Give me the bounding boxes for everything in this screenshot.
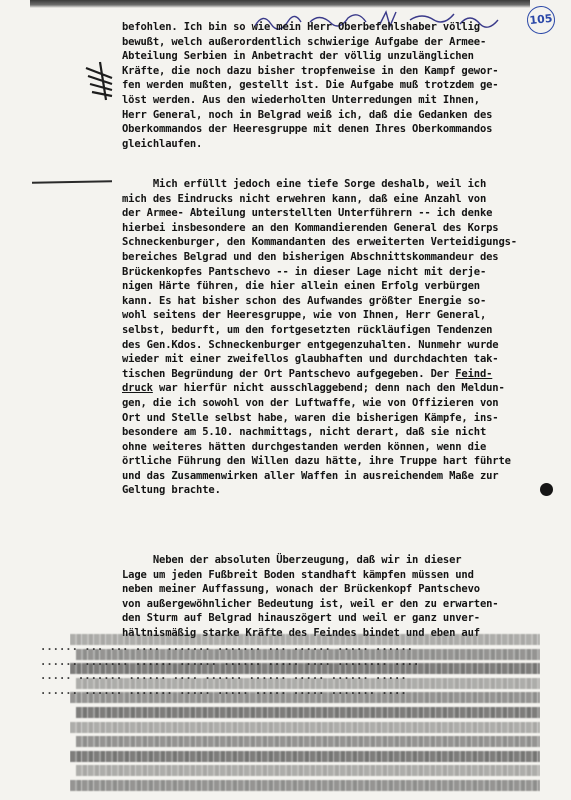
text-line: Brückenkopfes Pantschevo -- in dieser Lage nicht mit derje-: [122, 265, 487, 278]
text-line: wohl seitens der Heeresgruppe, wie von Ihnen, Herr General,: [122, 309, 487, 322]
margin-pencil-mark: [82, 58, 118, 102]
illegible-line: ...... ....... ...... ...... ...... ..... .... ........ ....: [40, 655, 420, 668]
text-line: den Sturm auf Belgrad hinauszögert und weil er ganz unver-: [122, 612, 480, 625]
text-line: der Armee- Abteilung unterstellten Unterführern -- ich denke: [122, 207, 493, 220]
text-line: neben meiner Auffassung, wonach der Brückenkopf Pantschevo: [122, 583, 480, 596]
text-line: befohlen. Ich bin so wie mein Herr Oberbefehlshaber völlig: [122, 21, 480, 33]
text-line: gen, die ich sowohl von der Luftwaffe, wie von Offizieren von: [122, 396, 499, 409]
text-line: hierbei insbesondere an den Kommandierenden General des Korps: [122, 221, 499, 234]
text-line: wieder mit einer zweifellos glaubhaften und durchdachten tak-: [122, 353, 499, 366]
smudge-band: [70, 722, 540, 733]
illegible-line: ..... ....... ...... .... ...... ...... ..... ...... .....: [40, 670, 407, 683]
text-line: nigen Härte führen, die hier allein einen Erfolg verbürgen: [122, 280, 480, 293]
margin-dash: [32, 180, 112, 183]
text-line: selbst, bedurft, um den fortgesetzten rückläufigen Tendenzen: [122, 323, 493, 336]
text-line: tischen Begründung der Ort Pantschevo aufgegeben. Der Feind-: [122, 367, 493, 380]
text-line: Schneckenburger, den Kommandanten des erweiterten Verteidigungs-: [122, 236, 517, 249]
text-line: Geltung brachte.: [122, 484, 221, 497]
text-line: löst werden. Aus den wiederholten Unterredungen mit Ihnen,: [122, 93, 480, 106]
paragraph-2: [122, 177, 552, 498]
text-line: und das Zusammenwirken aller Waffen in ausreichendem Maße zur: [122, 469, 499, 482]
illegible-line: ...... ... ... .... ....... ....... ... ...... ..... ......: [40, 641, 413, 653]
text-line: des Gen.Kdos. Schneckenburger entgegenzuhalten. Nunmehr wurde: [122, 338, 499, 351]
text-line: Ort und Stelle selbst habe, waren die bisherigen Kämpfe, ins-: [122, 411, 499, 424]
text-line: mich des Eindrucks nicht erwehren kann, daß eine Anzahl von: [122, 192, 487, 205]
text-line: bereiches Belgrad und den bisherigen Abschnittskommandeur des: [122, 250, 499, 263]
text-line: Neben der absoluten Überzeugung, daß wir in dieser: [122, 554, 462, 566]
text-line: gleichlaufen.: [122, 137, 203, 150]
paragraph-1: [122, 20, 552, 151]
text-line: von außergewöhnlicher Bedeutung ist, weil er den zu erwarten-: [122, 597, 499, 610]
text-line: Herr General, noch in Belgrad weiß ich, daß die Gedanken des: [122, 108, 493, 121]
smudge-band: [70, 780, 540, 791]
text-line: örtliche Führung den Willen dazu hätte, ihre Truppe hart führte: [122, 455, 511, 468]
smudge-band: [70, 751, 540, 762]
text-line: Lage um jeden Fußbreit Boden standhaft kämpfen müssen und: [122, 568, 474, 581]
text-line: hältnismäßig starke Kräfte des Feindes bindet und eben auf: [122, 626, 480, 639]
text-line: Kräfte, die noch dazu bisher tropfenweise in den Kampf gewor-: [122, 64, 499, 77]
text-line: bewußt, welch außerordentlich schwierige Aufgabe der Armee-: [122, 35, 487, 48]
text-line: druck war hierfür nicht ausschlaggebend; denn nach den Meldun-: [122, 382, 505, 395]
text-line: Mich erfüllt jedoch eine tiefe Sorge deshalb, weil ich: [122, 178, 487, 190]
page-number-stamp: 105: [526, 5, 557, 36]
smudge-band: [76, 707, 540, 718]
illegible-line: ...... ...... ....... ..... ..... ..... ..... ....... ....: [40, 684, 407, 697]
text-line: Oberkommandos der Heeresgruppe mit denen Ihres Oberkommandos: [122, 123, 493, 136]
smudge-band: [76, 765, 540, 776]
smudge-band: [76, 736, 540, 747]
illegible-text: [40, 640, 510, 698]
text-line: besondere am 5.10. nachmittags, nicht derart, daß sie nicht: [122, 426, 487, 439]
text-line: kann. Es hat bisher schon des Aufwandes größter Energie so-: [122, 294, 487, 307]
text-line: ohne weiteres hätten durchgestanden werden können, wenn die: [122, 440, 487, 453]
text-line: Abteilung Serbien in Anbetracht der völlig unzulänglichen: [122, 50, 474, 63]
text-line: fen werden mußten, gestellt ist. Die Aufgabe muß trotzdem ge-: [122, 79, 499, 92]
